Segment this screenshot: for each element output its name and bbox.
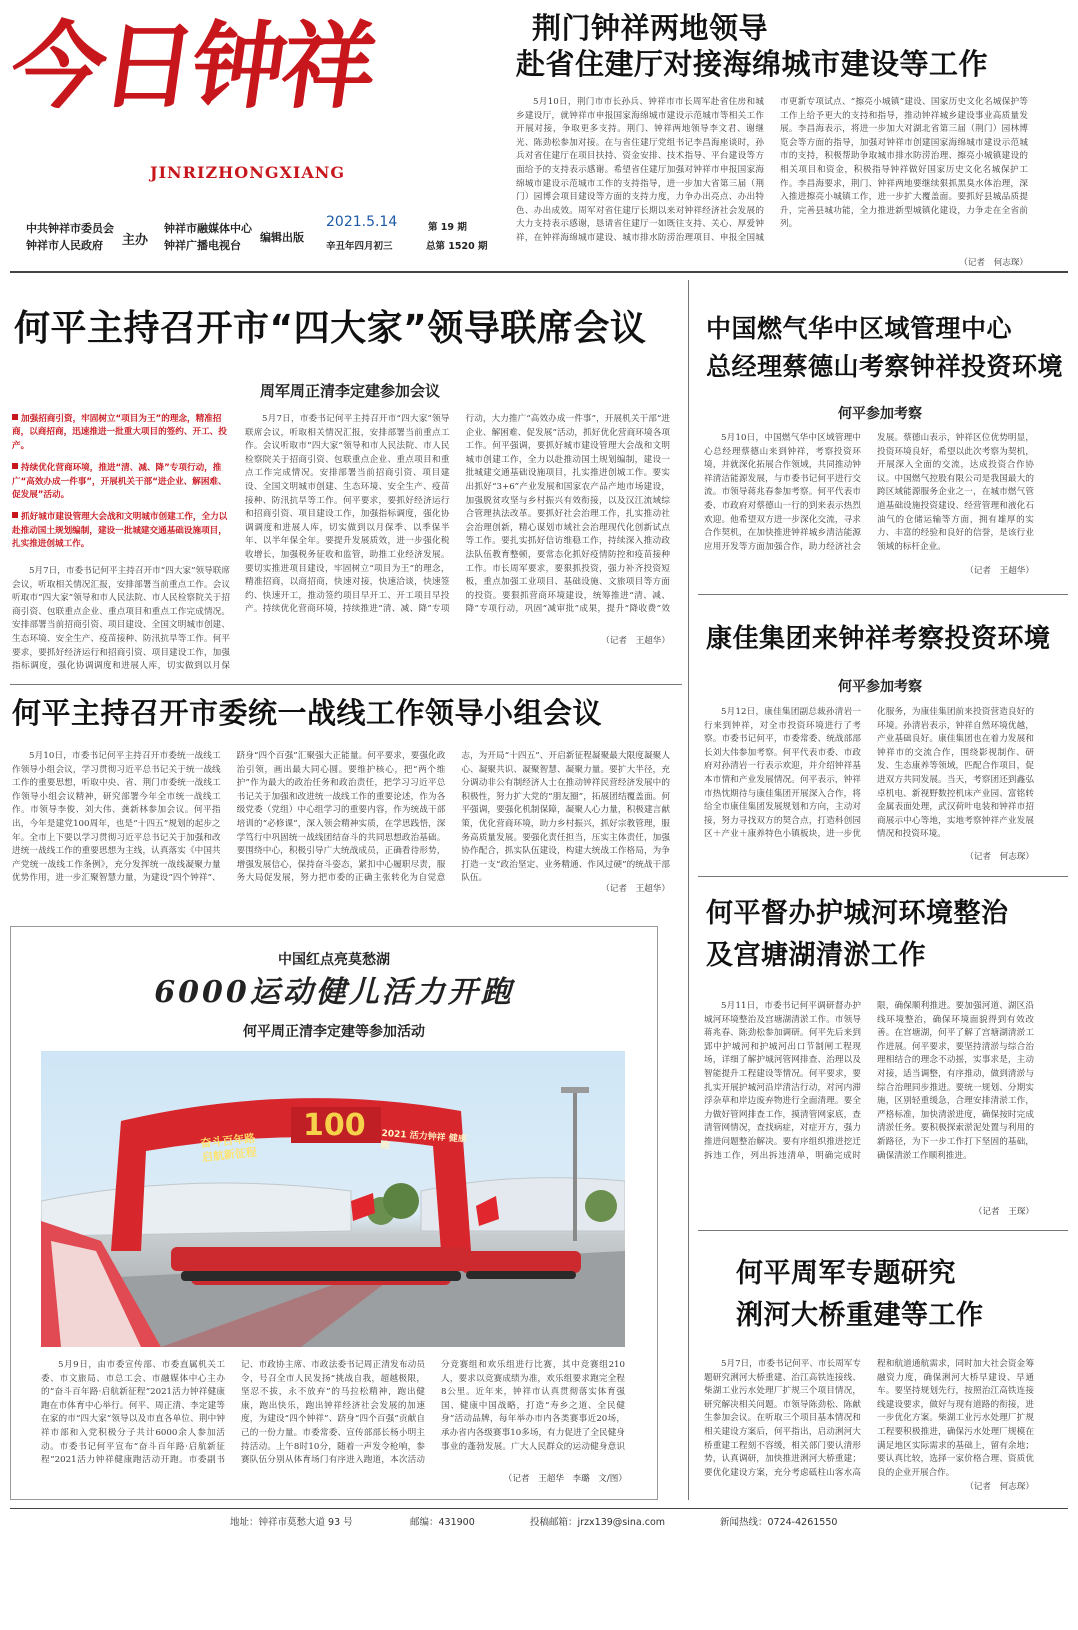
publisher-line2: 钟祥广播电视台 xyxy=(164,239,241,252)
article-gas-headline-line2: 总经理蔡德山考察钟祥投资环境 xyxy=(706,352,1064,381)
sponsor-role: 主办 xyxy=(122,233,149,248)
sponsor-line2: 钟祥市人民政府 xyxy=(26,239,103,252)
article-lead-body-col1: 5月7日，市委书记何平主持召开市“四大家”领导联席会议，听取相关情况汇报，安排部署当前重点工作。会议听取市“四大家”领导和市人民法院、市人民检察院关于招商引资、包联重点企业、重点项目和重点工作完成情况。安排部署当前招商引资、项目建设、全国文明城市创建、生态环境、安全生产、疫苗接种、防汛抗旱等工作。何平要求，要抓好经济运行和招商引资、项目建设工作，加强指标调度，强化协调调度和进展人库，切实做到以月保 xyxy=(12,566,230,672)
square-bullet-icon xyxy=(12,463,18,469)
article-bridge-byline: （记者 何志琛） xyxy=(965,1482,1034,1492)
article-gas-byline: （记者 王超华） xyxy=(965,566,1034,576)
divider-lead xyxy=(10,684,682,685)
issue-date: 2021.5.14 xyxy=(326,214,398,230)
article-run-box xyxy=(10,926,658,1500)
article-bridge-headline-line2: 浰河大桥重建等工作 xyxy=(736,1300,984,1331)
photo-arch-line2: 启航新征程 xyxy=(201,1145,258,1165)
article-top-headline-line2: 赴省住建厅对接海绵城市建设等工作 xyxy=(516,47,989,81)
square-bullet-icon xyxy=(12,414,18,420)
footer-address: 地址：钟祥市莫愁大道 93 号 xyxy=(230,1517,353,1528)
photo-big-number: 100 xyxy=(303,1108,366,1143)
article-river-byline: （记者 王琛） xyxy=(973,1207,1034,1217)
masthead-divider xyxy=(10,271,1068,273)
article-lead-subhead: 周军周正清李定建参加会议 xyxy=(259,382,440,400)
footer-postcode: 邮编：431900 xyxy=(410,1517,475,1528)
article-top-headline-line1: 荆门钟祥两地领导 xyxy=(532,11,769,45)
article-run-subhead: 何平周正清李定建等参加活动 xyxy=(243,1024,425,1040)
square-bullet-icon xyxy=(12,512,18,518)
issue-number: 第 19 期 xyxy=(428,222,467,233)
article-kangjia-subhead: 何平参加考察 xyxy=(838,679,922,695)
article-gas-subhead: 何平参加考察 xyxy=(838,406,922,422)
article-gas-headline-line1: 中国燃气华中区域管理中心 xyxy=(706,314,1013,343)
lead-bullet-1 xyxy=(12,413,230,453)
publisher-role: 编辑出版 xyxy=(260,231,304,244)
lead-bullet-2 xyxy=(12,462,230,502)
article-lead-byline: （记者 王超华） xyxy=(601,636,670,646)
article-top-body: 5月10日，荆门市市长孙兵、钟祥市市长周军赴省住房和城乡建设厅，就钟祥市申报国家海绵城市建设示范城市等相关工作开展对接，争取更多支持。荆门、钟祥两地领导李文君、谢继光、陈劲松参加对接。在与省住建厅党组书记李昌海座谈时，孙兵对省住建厅在项目扶持、资金安排、技术指导、平台建设等方面给予的支持表示感谢。希望省住建厅加强对钟祥市申报国家海绵城市建设示范城市工作的支持指导，进一步加大省第三届（荆门）园博会项目建设等方面的支持力度，力争办出亮点、办出特色、办出成效。周军对省住建厅长期以来对钟祥经济社会发展的大力支持表示感谢，恳请省住建厅一如既往支持、关心、厚爱钟祥，在钟祥海绵城市建设、城市排水防涝治理项目、申报全国城市更新专项试点、“擦亮小城镇”建设、国家历史文化名城保护等工作上给予更大的支持和指导，推动钟祥城乡建设事业高质量发展。李昌海表示，将进一步加大对湖北省第三届（荆门）园林博览会等方面的指导，加强对钟祥市创建国家海绵城市建设示范城市的支持，积极帮助争取城市排水防涝治理、擦亮小城镇建设的相关项目和资金，积极指导钟祥做好国家历史文化名城保护工作。李昌海要求，荆门、钟祥两地要继续狠抓黑臭水体治理，深入推进擦亮小城镇工作，进一步扩大覆盖面。要抓好县城品质提升，完善县城功能，全力推进新型城镇化建设，力争走在全省前列。 xyxy=(516,97,1028,243)
photo-arch-line1: 奋斗百年路 xyxy=(199,1131,256,1151)
article-united-front-byline: （记者 王超华） xyxy=(601,884,670,894)
masthead-title: 今日钟祥 xyxy=(4,12,380,122)
article-kangjia-headline: 康佳集团来钟祥考察投资环境 xyxy=(706,624,1051,654)
article-river-headline-line1: 何平督办护城河环境整治 xyxy=(706,898,1009,929)
article-river-body: 5月11日，市委书记何平调研督办护城河环境整治及宫塘湖清淤工作。市领导蒋兆春、陈劲松参加调研。何平先后来到郢中护城河和护城河出口节制闸工程现场，详细了解护城河管网排查、治理以及智能提升工程建设等情况。何平要求，要扎实开展护城河沿岸清洁行动，对河内滞浮杂草和岸边废弃物进行全面清理。要全力做好管网排查工作，摸清管网家底，查清管网情况，查找病症，对症开方，强力推进问题整治解决。要有序组织推进挖迁拆违工作，列出拆违清单，明确完成时限，确保顺利推进。要加强河道、湖区沿线环境整治，确保环境面貌得到有效改善。在宫塘湖，何平了解了宫塘湖清淤工作进展。何平要求，要坚持清淤与综合治理相结合的理念不动摇，实事求是，主动对接，适当调整，有序推动，做到清淤与综合治理同步推进。要统一规划、分期实施，区别轻重缓急，合理安排清淤工作，严格标准，加快清淤进度，确保按时完成清淤任务。要积极探索淤泥处置与利用的新路径，为下一步工作打下坚固的基础，确保清淤工作顺利推进。 xyxy=(704,1001,1034,1161)
masthead xyxy=(4,8,500,270)
article-lead-headline: 何平主持召开市“四大家”领导联席会议 xyxy=(14,308,647,349)
run-event-photo xyxy=(41,1051,625,1347)
footer xyxy=(10,1512,1068,1530)
masthead-pinyin: JINRIZHONGXIANG xyxy=(150,163,346,182)
footer-rule xyxy=(10,1508,1068,1509)
article-run-byline: （记者 王超华 李璐 文/图） xyxy=(503,1474,627,1484)
article-top xyxy=(512,8,1068,270)
divider-river xyxy=(698,1230,1068,1231)
article-lead-body: 5月7日，市委书记何平主持召开市“四大家”领导联席会议，听取相关情况汇报，安排部署当前重点工作。会议听取市“四大家”领导和市人民法院、市人民检察院关于招商引资、包联重点企业、重点项目和重点工作完成情况。安排部署当前招商引资、项目建设、全国文明城市创建、生态环境、安全生产、疫苗接种、防汛抗旱等工作。何平要求，要抓好经济运行和招商引资、项目建设工作，加强指标调度，强化协调调度和进展人库，切实做到以月保季、以季保半年、以半年保全年。要提升发展质效，进一步强化税收增长，加强税务征收和监管，助推工业经济发展。要切实推进项目建设，牢固树立“项目为王”的理念，精准招商，以商招商，快速对接，快速洽谈，快速签约、快速开工，推动签约项目早开工、开工项目早投产。持续优化营商环境，持续推进“清、减、降”专项行动，大力推广“高效办成一件事”，开展机关干部“进企业、解困难、促发展”活动，抓好优化营商环境各项工作。何平强调，要抓好城市建设管理大会战和文明城市创建工作，全力以赴推动国土规划编制，建设一批城建交通基础设施项目，扎实推进创城工作。要实出抓好“3+6”产业发展和国家农产品产地市场建设，加强脱贫攻坚与乡村振兴有效衔接，以及汉江流域综合管理执法改革。要抓好社会治理工作，扎实推动社会治理创新，精心谋划市域社会治理现代化创新试点等工作。要扎实抓好信访维稳工作，持续深入推动政法队伍教育整顿，要常态化抓好疫情防控和疫苗接种工作。市长周军要求，要狠抓投资，强力补齐投资短板，重点加强工业项目、基础设施、文旅项目等方面的投资。要狠抓营商环境建设，统筹推进“清、减、降”专项行动，巩固“减审批”成果，提升“降收费”效 xyxy=(245,414,670,615)
article-kangjia-body: 5月12日，康佳集团副总裁孙清岩一行来到钟祥，对全市投资环境进行了考察。市委书记何平，市委常委、统战部部长刘大伟参加考察。何平代表市委、市政府对孙清岩一行表示欢迎，并介绍钟祥基本市情和产业发展情况。何平表示，钟祥市热忱期待与康佳集团开展深入合作，将给全市康佳集团发展规划和方向，主动对接，努力寻找双方的契合点，打造科创园区＋产业＋康养特色小镇板块，进一步优化服务，为康佳集团前来投资营造良好的环境。孙清岩表示，钟祥自然环境优越，产业基础良好。康佳集团也在着力发展和钟祥市的交流合作，围绕影视制作、研发、生态康养等领域，匹配合作项目，促进双方共同发展。当天，考察团还到鑫弘卓机电、新视野数控机床产业园、富铭转金属表面处理，武汉荷叶电装和钟祥市招商展示中心等地，实地考察钟祥产业发展情况和投资环境。 xyxy=(704,707,1034,840)
lead-bullet-3-text: 抓好城市建设管理大会战和文明城市创建工作，全力以赴推动国土规划编制，建设一批城建交通基础设施项目，扎实推进创城工作。 xyxy=(12,512,228,550)
right-column-divider xyxy=(688,280,689,1500)
total-issue-number: 总第 1520 期 xyxy=(426,241,488,252)
article-united-front-headline: 何平主持召开市委统一战线工作领导小组会议 xyxy=(12,696,603,730)
article-run-body: 5月9日，由市委宣传部、市委直属机关工委、市文旅局、市总工会、市融媒体中心主办的“奋斗百年路·启航新征程”2021活力钟祥健康跑在市体育中心举行。何平、周正清、李定建等在家的市“四大家”领导以及市直各单位、荆中钟祥市部和入党积极分子共计6000余人参加活动。市委书记何平宣布“奋斗百年路·启航新征程”2021活力钟祥健康跑活动开跑。市委副书记、市政协主席、市政法委书记周正清发布动员令，号召全市人民发扬“挑战自我，超越极限，坚忍不拔，永不放弃”的马拉松精神，跑出健康，跑出快乐，跑出钟祥经济社会发展的加速度，为建设“四个钟祥”、跻身“四个百强”贡献自己的一份力量。市委常委、宣传部部长杨小明主持活动。上午8时10分，随着一声发令枪响，参赛队伍分别从体育场门有序进入跑道，本次活动分竞赛组和欢乐组进行比赛，其中竞赛组210人，要求以竞赛成绩为准，欢乐组要求跑完全程8公里。近年来，钟祥市认真贯彻落实体育强国、健康中国战略，打造“寿乡之道、全民健身”活动品牌，每年举办市内各类赛事近20场，承办省内各级赛事10多场，有力促进了全民健身事业的蓬勃发展。广大人民群众的运动健身意识 xyxy=(41,1360,625,1466)
article-united-front-body: 5月10日，市委书记何平主持召开市委统一战线工作领导小组会议，学习贯彻习近平总书记关于统一战线工作的重要思想，听取中央、省、荆门市委统一战线工作领导小组会议精神，研究部署今年全市统一战线工作。市领导李俊、刘大伟、龚新林参加会议。何平指出，今年是建党100周年，也是“十四五”规划的起步之年。全市上下要以学习贯彻习近平总书记关于加强和改进统一战线工作的重要思想为主线，认真落实《中国共产党统一战线工作条例》，充分发挥统一战线凝聚力量优势作用，进一步汇聚智慧力量，为建设“四个钟祥”、跻身“四个百强”汇聚强大正能量。何平要求，要强化政治引领，画出最大同心圆。要维护核心，把“两个维护”作为最大的政治任务和政治责任，把学习习近平总书记关于加强和改进统一战线工作的重要论述，作为各级党委（党组）中心组学习的重要内容，作为统战干部培训的“必修课”，深入领会精神实质，在学思践悟，深学笃行中巩固统一战线团结奋斗的共同思想政治基础。要围绕中心，积极引导广大统战成员，正确看待形势，增强发展信心，保持奋斗姿态，紧扣中心履职尽责，服务大局促发展，努力把市委的正确主张转化为自觉意志，为开局“十四五”、开启新征程凝聚最大限度凝聚人心、凝聚共识、凝聚智慧、凝聚力量。要扩大半径，充分调动非公有制经济人士在推动钟祥民营经济发展中的积极性，努力扩大党的“朋友圈”，拓展团结覆盖面。何平强调，要强化机制保障，凝聚人心力量，积极建言献策，优化营商环境，助力乡村振兴，抓好宗教管理，服务高质量发展。要强化责任担当，压实主体责任，加强协作配合，抓实队伍建设，构建大统战工作格局，为争打造一支“政治坚定、业务精通、作风过硬”的统战干部队伍。 xyxy=(12,751,670,884)
article-gas-body: 5月10日，中国燃气华中区域管理中心总经理蔡德山来到钟祥，考察投资环境，并就深化拓展合作领域，共同推动钟祥清洁能源发展，与市委书记何平进行交流。市领导蒋兆春参加考察。何平代表市委、市政府对蔡德山一行的到来表示热烈欢迎。他希望双方进一步深化交流，寻求合作契机，在加快推进钟祥城乡清洁能源应用开发等方面加强合作，助力经济社会发展。蔡德山表示，钟祥区位优势明显，投资环境良好，希望以此次考察为契机，开展深入全面的交流，达成投资合作协议。中国燃气控股有限公司是我国最大的跨区域能源服务企业之一，在城市燃气管道基础设施投资建设、经营管理和液化石油气的仓储运输等方面，拥有雄厚的实力、丰富的经验和良好的信誉，是该行业领域的标杆企业。 xyxy=(704,433,1034,552)
run-photo-scene xyxy=(41,1051,625,1347)
article-river-headline-line2: 及宫塘湖清淤工作 xyxy=(706,940,926,971)
article-top-byline: （记者 何志琛） xyxy=(959,258,1028,268)
lead-bullet-3 xyxy=(12,511,230,551)
lead-bullet-2-text: 持续优化营商环境，推进“清、减、降”专项行动，推广“高效办成一件事”，开展机关干部“进企业、解困难、促发展”活动。 xyxy=(12,463,227,501)
photo-banner-text: 2021 活力钟祥 健康跑 xyxy=(380,1128,467,1152)
article-bridge-body: 5月7日，市委书记何平、市长周军专题研究浰河大桥重建、治江高铁连接线、柴湖工业污水处理厂扩规三个项目情况，研究解决相关问题。市领导陈劲松、陈献生参加会议。在听取三个项目基本情况和相关建设方案后，何平指出，启动浰河大桥重建工程刻不容缓，相关部门要认清形势，认真调研，加快推进浰河大桥重建；要优化建设方案，充分考虑砥柱山客水高程和航道通航需求，同时加大社会资金筹融资力度，确保浰河大桥早建设、早通车。要坚持规划先行，按照治江高铁连接线建设要求，做好与现有道路的衔接，进一步优化方案。柴湖工业污水处理厂扩规工程要积极推进，确保污水处理厂规模在满足地区实际需求的基础上，留有余地；要认真比较，选择一家价格合理、资质优良的企业开展合作。 xyxy=(704,1359,1034,1478)
lunar-date: 辛丑年四月初三 xyxy=(326,241,393,252)
article-bridge-headline-line1: 何平周军专题研究 xyxy=(736,1258,956,1289)
lead-bullets xyxy=(12,413,230,561)
divider-gas xyxy=(698,594,1068,595)
divider-kangjia xyxy=(698,876,1068,877)
article-run-headline: 6000运动健儿活力开跑 xyxy=(154,975,514,1010)
article-kangjia-byline: （记者 何志琛） xyxy=(965,852,1034,862)
footer-hotline: 新闻热线：0724-4261550 xyxy=(720,1517,838,1528)
article-run-kicker: 中国红点亮莫愁湖 xyxy=(278,952,390,968)
publisher-block xyxy=(164,220,274,254)
sponsor-line1: 中共钟祥市委员会 xyxy=(26,222,114,235)
lead-bullet-1-text: 加强招商引资，牢固树立“项目为王”的理念，精准招商，以商招商，迅速推进一批重大项目的签约、开工、投产。 xyxy=(12,414,227,451)
footer-email[interactable]: 投稿邮箱：jrzx139@sina.com xyxy=(530,1517,666,1528)
publisher-line1: 钟祥市融媒体中心 xyxy=(164,222,252,235)
